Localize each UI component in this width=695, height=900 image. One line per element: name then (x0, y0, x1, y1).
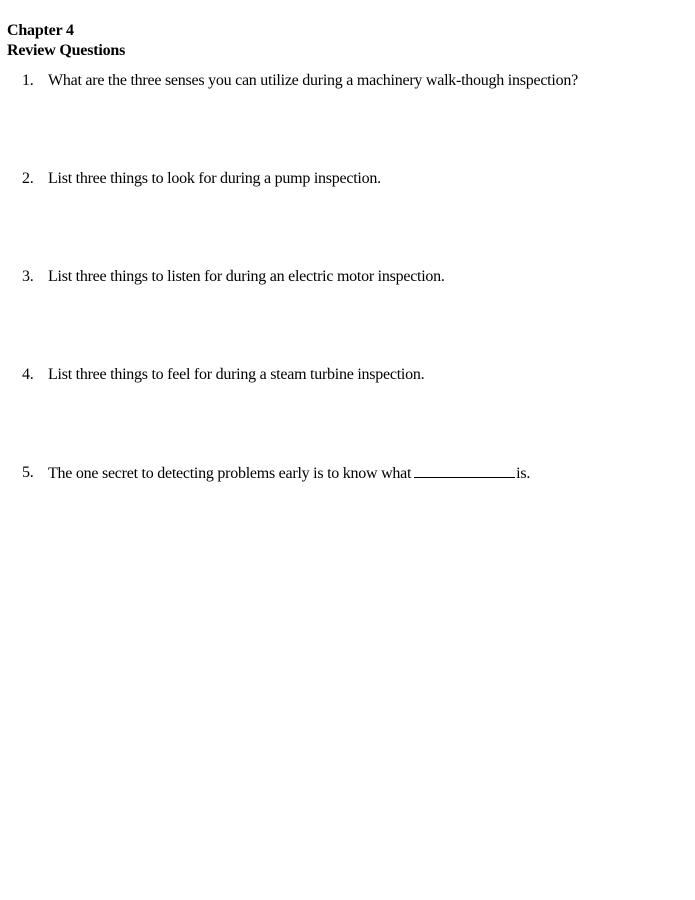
question-item (0, 169, 695, 267)
question-number: 5. (22, 464, 34, 481)
question-text-after-blank: is. (516, 465, 531, 482)
question-item (0, 365, 695, 463)
question-number: 4. (22, 366, 34, 383)
question-item (0, 267, 695, 365)
chapter-title: Chapter 4 (7, 22, 74, 39)
question-number: 3. (22, 268, 34, 285)
question-text: List three things to listen for during an electric motor inspection. (48, 268, 445, 285)
question-text: List three things to look for during a pump inspection. (48, 170, 381, 187)
fill-in-blank (414, 463, 515, 478)
question-number: 2. (22, 170, 34, 187)
question-text-fill-in (48, 463, 530, 484)
question-item (0, 463, 695, 561)
review-questions-list (0, 71, 695, 561)
question-number: 1. (22, 72, 34, 89)
document-header (7, 21, 125, 61)
section-title: Review Questions (7, 42, 126, 59)
question-item (0, 71, 695, 169)
question-text: List three things to feel for during a steam turbine inspection. (48, 366, 425, 383)
question-text: What are the three senses you can utilize during a machinery walk-though inspection? (48, 72, 578, 89)
question-text-before-blank: The one secret to detecting problems early is to know what (48, 465, 412, 482)
